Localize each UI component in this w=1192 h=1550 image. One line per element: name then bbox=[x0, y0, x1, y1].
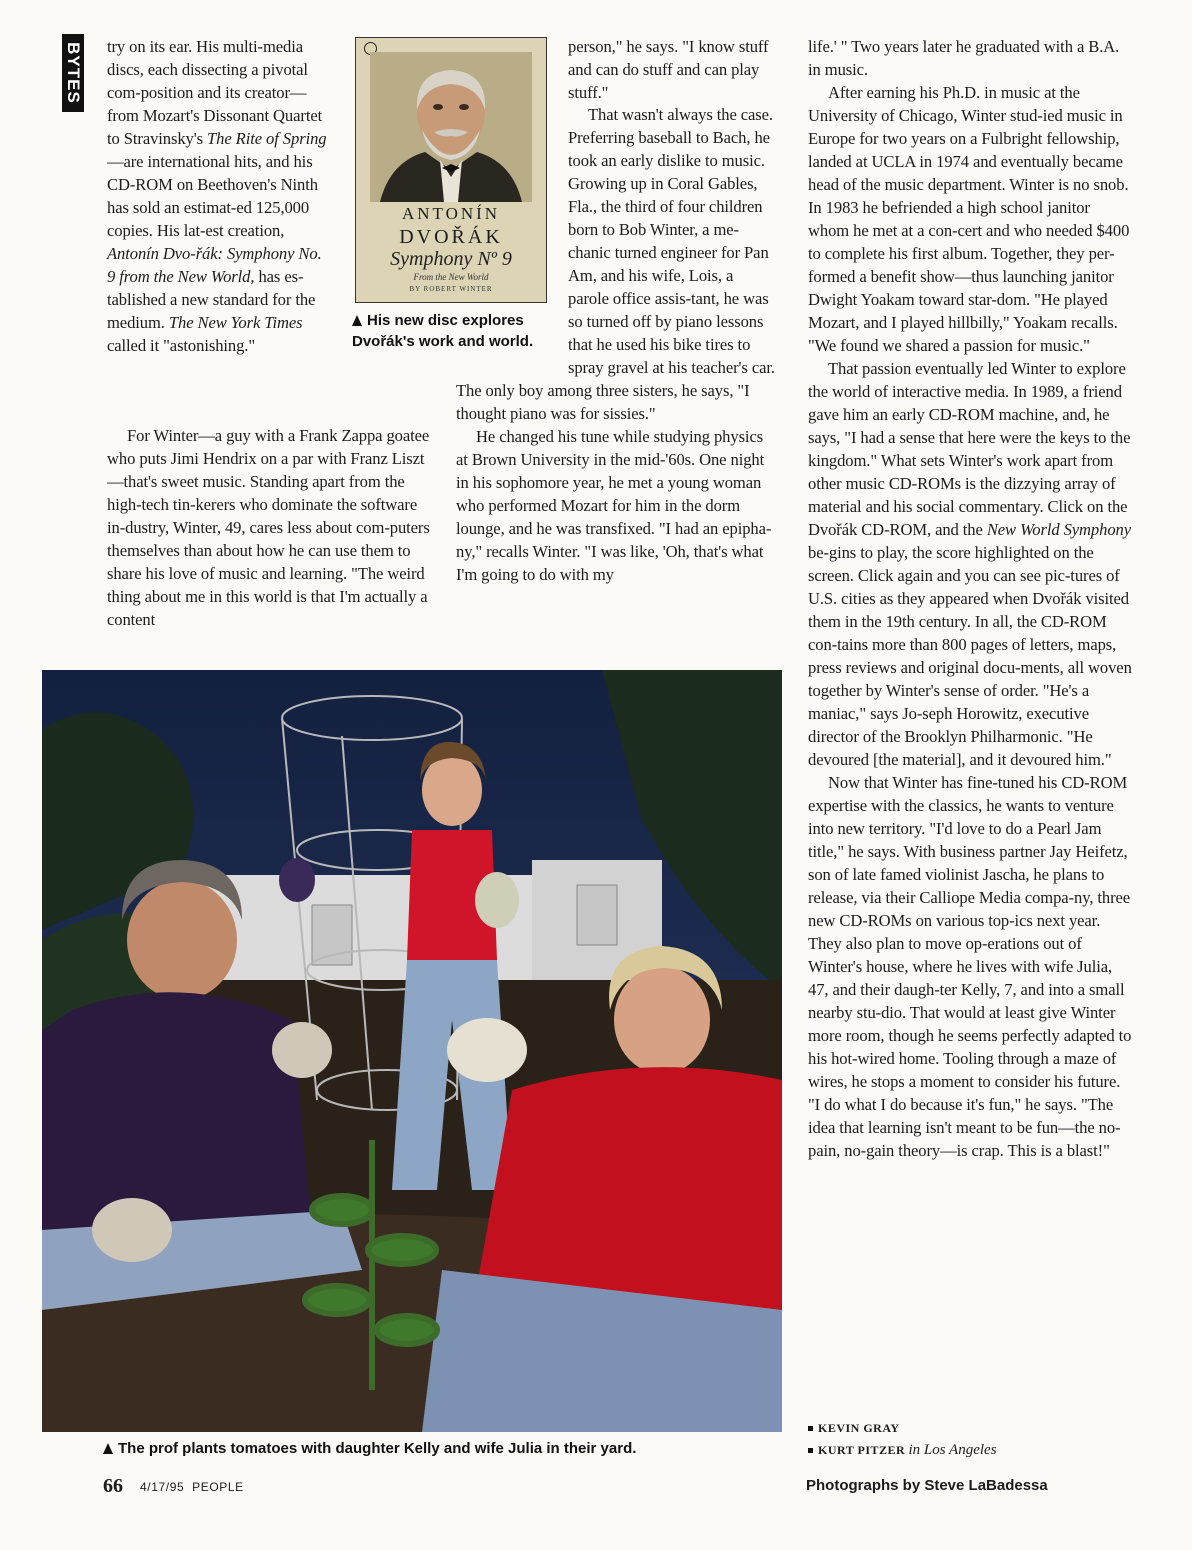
square-bullet-icon bbox=[808, 1448, 813, 1453]
album-title-line-5: BY ROBERT WINTER bbox=[409, 285, 493, 293]
column-3-paragraph-2: After earning his Ph.D. in music at the University of Chicago, Winter stud-ied music in Europe for two years on a Fulbright fellowship, landed at UCLA in 1974 and eventually became head of the music department. Winter is no snob. In 1983 he befriended a high school janitor whom he met at a con-cert and who needed $400 to complete his first album. Together, they per-formed a benefit show—thus launching janitor Dwight Yoakam toward star-dom. "He played Mozart, and I played hillbilly," Yoakam recalls. "We found we shared a passion for music." bbox=[808, 83, 1130, 355]
byline-1: KEVIN GRAY bbox=[808, 1420, 900, 1436]
column-1 bbox=[107, 35, 333, 357]
photo-illustration bbox=[42, 670, 782, 1432]
folio-date: 4/17/95 PEOPLE bbox=[140, 1480, 244, 1494]
column-2-paragraph-2: That wasn't always the case. Preferring baseball to Bach, he took an early dislike to music. Growing up in Coral Gables, Fla., the third of four children born to Bob Winter, a me-chanic turned engineer for Pan Am, and his wife, Lois, a parole office assis-tant, he was so turned off by piano lessons that he used his bike tires to spray gravel at his teacher's car. The only boy among three sisters, he says, "I thought piano was for sissies." bbox=[456, 105, 775, 423]
column-1-paragraph-2: For Winter—a guy with a Frank Zappa goatee who puts Jimi Hendrix on a par with Franz Liszt—that's sweet music. Standing apart from the high-tech tin-kerers who dominate the software in-dustry, Winter, 49, cares less about com-puters themselves than about how he can use them to share his love of music and learning. "The weird thing about me in this world is that I'm actually a content bbox=[107, 426, 430, 629]
column-2-lower bbox=[456, 103, 778, 586]
page-number: 66 bbox=[103, 1475, 123, 1497]
column-1-paragraph-1: try on its ear. His multi-media discs, each dissecting a pivotal com-position and its creator—from Mozart's Dissonant Quartet to Stravinsky's The Rite of Spring—are international hits, and his CD-ROM on Beethoven's Ninth has sold an estimat-ed 125,000 copies. His lat-est creation, Antonín Dvo-řák: Symphony No. 9 from the New World, has es-tablished a new standard for the medium. The New York Times called it "astonishing." bbox=[107, 37, 327, 355]
family-garden-photo bbox=[42, 670, 782, 1432]
column-2-paragraph-1: person," he says. "I know stuff and can do stuff and can play stuff." bbox=[568, 37, 769, 102]
album-title-line-3: Symphony Nº 9 bbox=[390, 248, 512, 270]
photo-credit: Photographs by Steve LaBadessa bbox=[806, 1477, 1048, 1494]
triangle-icon bbox=[103, 1443, 113, 1454]
photo-caption: The prof plants tomatoes with daughter Kelly and wife Julia in their yard. bbox=[103, 1438, 783, 1459]
column-3 bbox=[808, 35, 1134, 1162]
album-title-line-4: From the New World bbox=[413, 272, 489, 282]
column-3-paragraph-3: That passion eventually led Winter to explore the world of interactive media. In 1989, a friend gave him an early CD-ROM machine, and, he says, "I had a sense that here were the keys to the kingdom." What sets Winter's work apart from other music CD-ROMs is the dizzying array of material and his social commentary. Click on the Dvořák CD-ROM, and the New World Symphony be-gins to play, the score highlighted on the screen. Click again and you can see pic-tures of U.S. cities as they appeared when Dvořák visited them in the 19th century. In all, the CD-ROM con-tains more than 800 pages of letters, maps, press reviews and original docu-ments, all woven together by Winter's sense of order. "He's a maniac," says Jo-seph Horowitz, executive director of the Brooklyn Philharmonic. "He devoured [the material], and it devoured him." bbox=[808, 359, 1132, 769]
album-title-line-2: DVOŘÁK bbox=[399, 226, 503, 248]
square-bullet-icon bbox=[808, 1426, 813, 1431]
triangle-icon bbox=[352, 315, 362, 326]
section-tab: BYTES bbox=[62, 34, 84, 112]
album-title-line-1: ANTONÍN bbox=[401, 204, 501, 223]
column-2-paragraph-3: He changed his tune while studying physics at Brown University in the mid-'60s. One night in his sophomore year, he met a young woman who performed Mozart for him in the dorm lounge, and he was transfixed. "I had an epipha-ny," recalls Winter. "I was like, 'Oh, that's what I'm going to do with my bbox=[456, 427, 772, 584]
column-1-lower bbox=[107, 424, 433, 631]
album-caption: His new disc explores Dvořák's work and world. bbox=[352, 312, 534, 350]
column-3-paragraph-1: life.' " Two years later he graduated with a B.A. in music. bbox=[808, 37, 1120, 79]
column-2-upper bbox=[568, 35, 778, 104]
column-3-paragraph-4: Now that Winter has fine-tuned his CD-ROM expertise with the classics, he wants to venture into new territory. "I'd love to do a Pearl Jam title," he says. With business partner Jay Heifetz, son of late famed violinist Jascha, he plans to release, via their Calliope Media compa-ny, three new CD-ROMs on various top-ics next year. They also plan to move op-erations out of Winter's house, where he lives with wife Julia, 47, and their daugh-ter Kelly, 7, and into a small nearby stu-dio. That would at least give Winter more room, though he seems perfectly adapted to his hot-wired home. Tooling through a maze of wires, he stops a moment to consider his future. "I do what I do because it's fun," he says. "The idea that learning isn't meant to be fun—the no-pain, no-gain theory—is crap. This is a blast!" bbox=[808, 773, 1132, 1160]
byline-2: KURT PITZER in Los Angeles bbox=[808, 1442, 997, 1459]
